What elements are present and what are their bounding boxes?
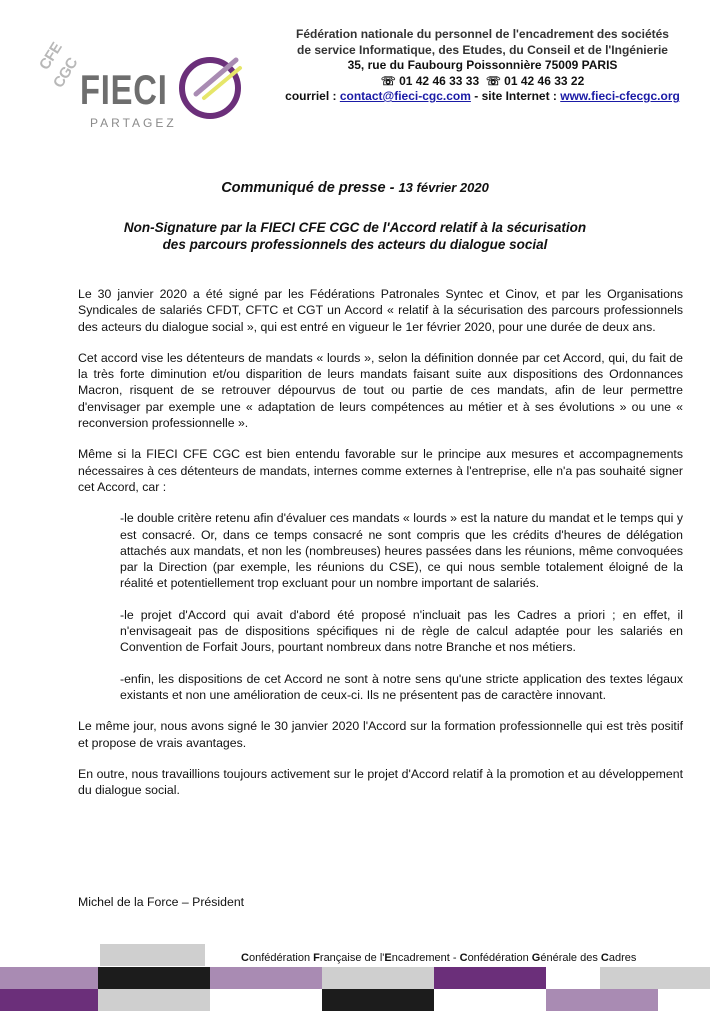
footer-text: onfédération: [248, 952, 314, 964]
footer-bar: [0, 967, 98, 989]
footer-bar: [322, 989, 434, 1011]
paragraph: Le 30 janvier 2020 a été signé par les Fédérations Patronales Syntec et Cinov, et par les Organisations Syndicales de salariés CFDT, CFTC et CGT un Accord « relatif à la sécurisation des parcours professionnels des acteurs du dialogue social », qui est entré en vigueur le 1er février 2020, pour une durée de deux ans.: [78, 287, 683, 334]
header-phones: [270, 74, 695, 90]
reason-item: -enfin, les dispositions de cet Accord ne sont à notre sens qu'une stricte application des textes légaux existants et non une amélioration de ceux-ci. Ils ne présentent pas de caractère innovant.: [120, 671, 683, 702]
site-label: - site Internet :: [470, 89, 561, 103]
confederation-footer: [241, 952, 636, 964]
footer-initial: F: [313, 952, 320, 964]
press-release-heading: [0, 180, 710, 196]
press-release-date: 13 février 2020: [398, 180, 489, 195]
footer-bar: [100, 944, 205, 966]
paragraph: Cet accord vise les détenteurs de mandats « lourds », selon la définition donnée par cet Accord, qui, du fait de la très forte diminution et/ou disparition de leurs mandats faisant suite aux dispositions des Ordonnances Macron, risquent de se retrouver dépourvus de tout ou partie de ces mandats, afin de leur permettre d'envisager par exemple une « adaptation de leurs compétences au métier et à ses évolutions » ou une « reconversion professionnelle ».: [78, 350, 683, 431]
logo-tagline: PARTAGEZ: [90, 116, 177, 130]
email-link[interactable]: contact@fieci-cgc.com: [339, 89, 471, 103]
header-line-1: Fédération nationale du personnel de l'encadrement des sociétés: [296, 27, 669, 41]
footer-bar: [0, 989, 98, 1011]
subject-heading: [70, 219, 640, 253]
footer-bar: [98, 967, 210, 989]
header-line-2: de service Informatique, des Etudes, du Conseil et de l'Ingénierie: [297, 42, 668, 57]
press-release-title: Communiqué de presse -: [221, 180, 399, 196]
logo-cfe: CFE: [36, 39, 66, 74]
subject-line-2: des parcours professionnels des acteurs du dialogue social: [162, 237, 548, 252]
footer-initial: C: [600, 952, 609, 964]
footer-bar: [600, 967, 710, 989]
header-address: 35, rue du Faubourg Poissonnière 75009 PARIS: [347, 58, 618, 72]
body-text: [78, 286, 683, 813]
footer-text: énérale des: [540, 952, 601, 964]
footer-bar: [210, 967, 322, 989]
footer-bar: [322, 967, 434, 989]
paragraph: En outre, nous travaillions toujours activement sur le projet d'Accord relatif à la promotion et au développement du dialogue social.: [78, 766, 683, 798]
paragraph: Le même jour, nous avons signé le 30 janvier 2020 l'Accord sur la formation professionnelle qui est très positif et propose de vrais avantages.: [78, 719, 683, 750]
federation-header: [270, 27, 695, 105]
footer-text: onfédération: [467, 952, 532, 964]
logo-circle-icon: [176, 50, 246, 122]
footer-initial: C: [241, 952, 249, 964]
signature: Michel de la Force – Président: [78, 895, 245, 909]
header-contact: [270, 89, 695, 105]
paragraph: Même si la FIECI CFE CGC est bien entendu favorable sur le principe aux mesures et accompagnements nécessaires à ces détenteurs de mandats, internes comme externes à l'entreprise, elle n'a pas souhaité signer cet Accord, car :: [78, 447, 683, 494]
footer-text: adres: [608, 952, 637, 964]
footer-bar: [98, 989, 210, 1011]
footer-bar: [546, 989, 658, 1011]
footer-initial: E: [384, 952, 392, 964]
website-link[interactable]: www.fieci-cfecgc.org: [560, 89, 680, 103]
footer-bar: [434, 967, 546, 989]
fieci-logo: [28, 39, 248, 140]
reason-item: -le double critère retenu afin d'évaluer ces mandats « lourds » est la nature du mandat et le temps qui y est consacré. Or, dans ce temps consacré ne sont compris que les crédits d'heures de délégation attachés aux mandats, et non les (nombreuses) heures passées dans les réunions, même convoquées par la Direction (par exemple, les réunions du CSE), ce qui nous semble totalement éloigné de la réalité et potentiellement trop excluant pour un nombre important de salariés.: [120, 511, 683, 591]
logo-name: FIECI: [80, 66, 168, 113]
header-fax: ☏ 01 42 46 33 22: [485, 73, 585, 88]
footer-text: rançaise de l': [319, 952, 385, 964]
footer-initial: C: [459, 952, 468, 964]
footer-text: ncadrement -: [391, 952, 460, 964]
logo-cgc: CGC: [50, 54, 82, 92]
header-phone: ☏ 01 42 46 33 33: [380, 73, 480, 88]
email-label: courriel :: [285, 89, 340, 103]
subject-line-1: Non-Signature par la FIECI CFE CGC de l'Accord relatif à la sécurisation: [123, 220, 587, 235]
reason-item: -le projet d'Accord qui avait d'abord été proposé n'incluait pas les Cadres a priori ; en effet, il n'envisageait pas de dispositions spécifiques ni de règle de calcul adaptée pour les salariés en Convention de Forfait Jours, pourtant nombreux dans notre Branche et nos métiers.: [120, 607, 683, 655]
footer-initial: G: [531, 952, 541, 964]
